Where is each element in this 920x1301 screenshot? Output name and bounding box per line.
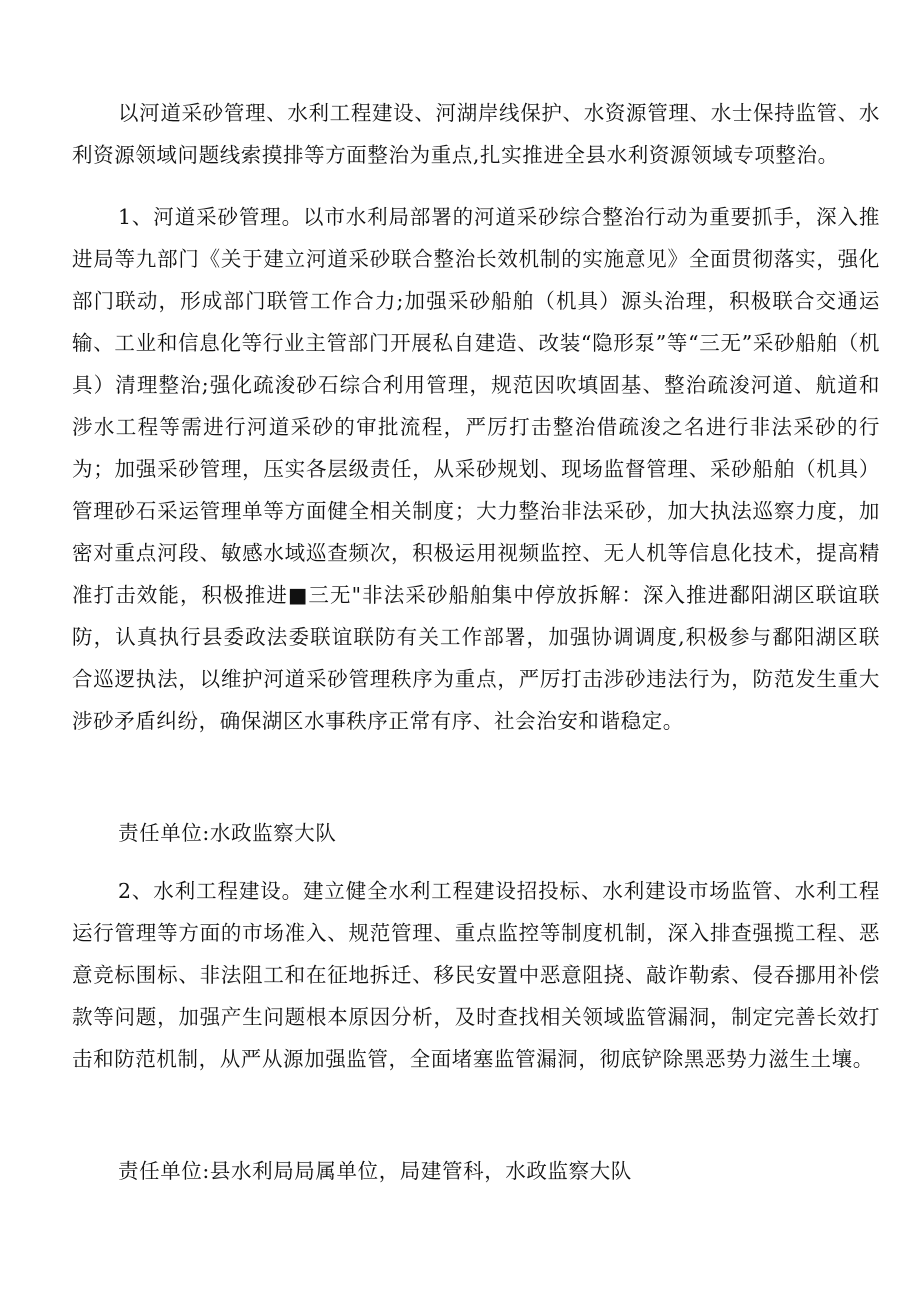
responsible-unit-2: 责任单位:县水利局局属单位，局建管科，水政监察大队	[118, 1159, 632, 1183]
water-project-construction-paragraph: 2、水利工程建设。建立健全水利工程建设招投标、水利建设市场监管、水利工程运行管理等方面的市场准入、规范管理、重点监控等制度机制，深入排查强揽工程、恶意竞标围标、非法阻工和在征地拆迁、移民安置中恶意阻挠、敲诈勒索、侵吞挪用补偿款等问题，加强产生问题根本原因分析，及时查找相关领域监管漏洞，制定完善长效打击和防范机制，从严从源加强监管，全面堵塞监管漏洞，彻底铲除黑恶势力滋生土壤。	[72, 879, 880, 1071]
intro-paragraph: 以河道采砂管理、水利工程建设、河湖岸线保护、水资源管理、水士保持监管、水利资源领域问题线索摸排等方面整治为重点,扎实推进全县水利资源领域专项整治。	[72, 101, 880, 167]
sand-mining-management-paragraph: 1、河道采砂管理。以市水利局部署的河道采砂综合整治行动为重要抓手，深入推进局等九部门《关于建立河道采砂联合整治长效机制的实施意见》全面贯彻落实，强化部门联动，形成部门联管工作合力;加强采砂船舶（机具）源头治理，积极联合交通运输、工业和信息化等行业主管部门开展私自建造、改装“隐形泵”等“三无”采砂船舶（机具）清理整治;强化疏浚砂石综合利用管理，规范因吹填固基、整治疏浚河道、航道和涉水工程等需进行河道采砂的审批流程，严厉打击整治借疏浚之名进行非法采砂的行为；加强采砂管理，压实各层级责任，从采砂规划、现场监督管理、采砂船舶（机具）管理砂石采运管理单等方面健全相关制度；大力整治非法采砂，加大执法巡察力度，加密对重点河段、敏感水域巡查频次，积极运用视频监控、无人机等信息化技术，提高精准打击效能，积极推进■三无"非法采砂船舶集中停放拆解：深入推进鄱阳湖区联谊联防，认真执行县委政法委联谊联防有关工作部署，加强协调调度,积极参与鄱阳湖区联合巡逻执法，以维护河道采砂管理秩序为重点，严厉打击涉砂违法行为，防范发生重大涉砂矛盾纠纷，确保湖区水事秩序正常有序、社会治安和谐稳定。	[72, 205, 880, 733]
responsible-unit-1: 责任单位:水政监察大队	[118, 821, 337, 845]
